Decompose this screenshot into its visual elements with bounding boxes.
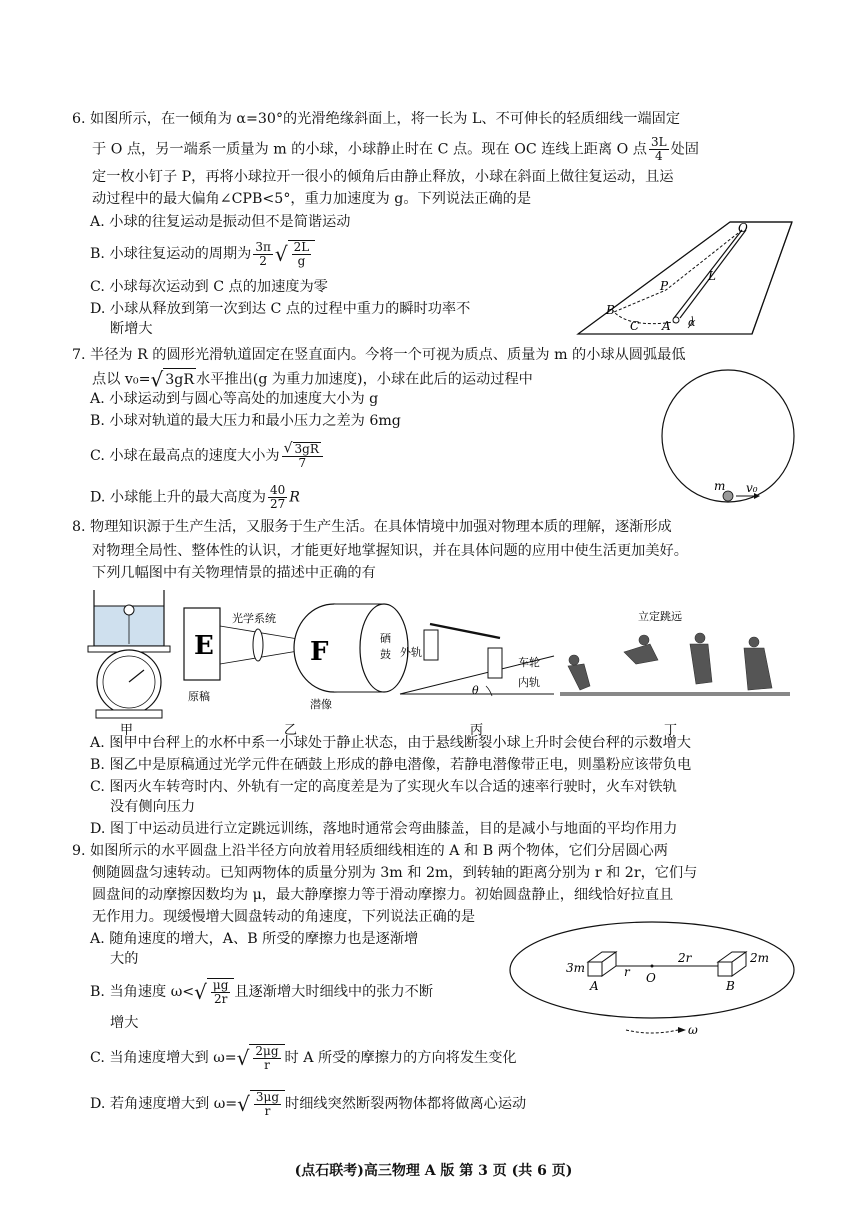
q9-option-b-text: B. 当角速度 ω< — [90, 984, 195, 1000]
q6-option-a: A. 小球的往复运动是振动但不是简谐运动 — [90, 214, 351, 230]
q8-fig-jia — [88, 590, 170, 736]
q9-label-omega: ω — [688, 1023, 698, 1036]
q9-option-c — [90, 1044, 517, 1072]
q6-label-l: L — [708, 269, 716, 283]
q8-label-latent: 潜像 — [310, 698, 332, 711]
q7-line-1: 7. 半径为 R 的圆形光滑轨道固定在竖直面内。今将一个可视为质点、质量为 m 的小球从圆弧最低 — [72, 347, 686, 363]
q7-option-d-text: D. 小球能上升的最大高度为 — [90, 489, 266, 506]
q9-label-2r: 2r — [678, 951, 692, 965]
q7-label-v0: v₀ — [746, 481, 758, 495]
q6-b-sqrt-den: g — [297, 254, 306, 268]
q7-v0-sqrt-body: 3gR — [163, 368, 196, 391]
q9-option-c-text: C. 当角速度增大到 ω= — [90, 1050, 237, 1066]
q8-label-drum1: 硒 — [380, 632, 391, 645]
q9-b-sqrt: √ $\frac{\mu g}{2r}$ — [194, 978, 234, 1006]
q8-label-original: 原稿 — [188, 690, 210, 703]
q6-option-b — [90, 240, 315, 268]
q9-option-b — [90, 978, 433, 1006]
q6-frac-den: 4 — [654, 149, 663, 163]
q9-label-3m: 3m — [566, 961, 586, 975]
q6-option-d-1: D. 小球从释放到第一次到达 C 点的过程中重力的瞬时功率不 — [90, 301, 471, 317]
q9-option-c-post: 时 A 所受的摩擦力的方向将发生变化 — [284, 1050, 517, 1066]
q8-fig-bing — [400, 624, 554, 736]
q9-d-den: r — [264, 1104, 271, 1118]
q8-label-ding: 丁 — [664, 723, 678, 736]
q7-c-den: 7 — [298, 456, 307, 470]
q8-label-yi: 乙 — [284, 723, 298, 736]
q9-option-d-text: D. 若角速度增大到 ω= — [90, 1096, 238, 1112]
q9-line-1: 9. 如图所示的水平圆盘上沿半径方向放着用轻质细线相连的 A 和 B 两个物体，它们分居圆心两 — [72, 843, 668, 859]
q7-option-c-text: C. 小球在最高点的速度大小为 — [90, 448, 280, 464]
q8-label-wheel: 车轮 — [518, 656, 540, 669]
q9-option-a-2: 大的 — [110, 951, 139, 967]
q9-line-2: 侧随圆盘匀速转动。已知两物体的质量分别为 3m 和 2m，到转轴的距离分别为 r 和 2r，它们与 — [92, 865, 698, 881]
q7-option-a: A. 小球运动到与圆心等高处的加速度大小为 g — [90, 391, 379, 407]
q7-option-c — [90, 442, 325, 470]
q9-option-a-1: A. 随角速度的增大，A、B 所受的摩擦力也是逐渐增 — [90, 931, 419, 947]
q9-c-num: 2μg — [255, 1044, 279, 1058]
q6-label-c: C — [630, 319, 640, 333]
q9-b-den: 2r — [213, 992, 228, 1006]
q6-b-sqrt-num: 2L — [293, 240, 310, 254]
q8-line-2: 对物理全局性、整体性的认识，才能更好地掌握知识，并在具体问题的应用中使生活更加美好。 — [92, 543, 688, 559]
q6-option-c: C. 小球每次运动到 C 点的加速度为零 — [90, 279, 328, 295]
q6-incline-figure — [570, 210, 800, 338]
q8-fig-ding — [560, 609, 790, 736]
q6-line-2b: 处固 — [670, 141, 699, 158]
q9-d-sqrt: √ $\frac{3\mu g}{r}$ — [237, 1090, 285, 1118]
q9-label-r: r — [624, 965, 630, 979]
q8-label-jump: 立定跳远 — [638, 610, 682, 623]
q8-option-a: A. 图甲中台秤上的水杯中系一小球处于静止状态，由于悬线断裂小球上升时会使台秤的示数增大 — [90, 735, 691, 751]
q9-option-b-post: 且逐渐增大时细线中的张力不断 — [234, 984, 434, 1000]
q7-circle-figure — [650, 368, 810, 508]
q8-label-theta: θ — [472, 684, 479, 697]
q7-line-2a: 点以 v₀= — [92, 371, 151, 388]
q7-d-post: R — [289, 489, 300, 506]
q9-c-den: r — [264, 1058, 270, 1072]
q7-label-m: m — [714, 479, 726, 493]
q9-d-num: 3μg — [255, 1090, 280, 1104]
q9-b-num: μg — [212, 978, 229, 992]
q6-label-alpha: α — [688, 316, 696, 329]
q9-option-b-2: 增大 — [110, 1015, 139, 1031]
q9-disc-figure — [506, 918, 806, 1036]
q6-line-2 — [92, 136, 699, 163]
q8-option-d: D. 图丁中运动员进行立定跳远训练，落地时通常会弯曲膝盖，目的是减小与地面的平均作用力 — [90, 821, 678, 837]
q8-label-drum2: 鼓 — [380, 648, 391, 661]
q8-line-1: 8. 物理知识源于生产生活，又服务于生产生活。在具体情境中加强对物理本质的理解，逐渐形成 — [72, 519, 672, 535]
q7-c-sqrt-body: 3gR — [294, 442, 319, 456]
q6-b-sqrt: √ $\frac{2L}{g}$ — [275, 240, 315, 268]
q6-frac-num: 3L — [650, 135, 667, 149]
q7-option-b: B. 小球对轨道的最大压力和最小压力之差为 6mg — [90, 413, 401, 429]
q9-label-2m: 2m — [750, 951, 770, 965]
q6-frac-3l4 — [649, 136, 669, 163]
q9-c-sqrt: √ $\frac{2\mu g}{r}$ — [237, 1044, 285, 1072]
q6-line-3: 定一枚小钉子 P，再将小球拉开一很小的倾角后由静止释放，小球在斜面上做往复运动，且运 — [92, 169, 674, 185]
q8-label-outer: 外轨 — [400, 646, 422, 659]
q6-b-frac-num: 3π — [255, 239, 271, 254]
q9-label-a: A — [590, 979, 599, 993]
q6-b-frac-den: 2 — [259, 253, 267, 268]
q7-c-frac: $\frac{√ 3gR}{7}$ — [282, 442, 323, 470]
q6-label-p: P — [660, 279, 669, 293]
q6-label-a: A — [662, 319, 671, 333]
q8-option-c-2: 没有侧向压力 — [110, 799, 196, 815]
svg-text:F: F — [310, 637, 329, 667]
q6-b-frac — [253, 241, 273, 268]
q7-d-frac — [268, 484, 287, 511]
q6-line-4: 动过程中的最大偏角∠CPB<5°，重力加速度为 g。下列说法正确的是 — [92, 191, 532, 207]
q7-d-num: 40 — [269, 483, 286, 497]
q6-line-1: 6. 如图所示，在一倾角为 α=30°的光滑绝缘斜面上，将一长为 L、不可伸长的轻质细线一端固定 — [72, 111, 681, 127]
q6-line-2a: 于 O 点，另一端系一质量为 m 的小球，小球静止时在 C 点。现在 OC 连线上距离 O 点 — [92, 141, 647, 158]
page-footer: (点石联考)高三物理 A 版 第 3 页 (共 6 页) — [294, 1163, 573, 1179]
q9-label-o: O — [646, 971, 656, 985]
q6-label-b: B — [606, 303, 615, 317]
q8-label-jia: 甲 — [120, 723, 134, 736]
q8-option-c-1: C. 图丙火车转弯时内、外轨有一定的高度差是为了实现火车以合适的速率行驶时，火车对铁轨 — [90, 779, 677, 795]
q8-label-bing: 丙 — [470, 723, 484, 736]
q8-label-inner: 内轨 — [518, 676, 540, 689]
q6-label-o: O — [738, 221, 748, 235]
q9-label-b: B — [726, 979, 735, 993]
q8-option-b: B. 图乙中是原稿通过光学元件在硒鼓上形成的静电潜像，若静电潜像带正电，则墨粉应该带负电 — [90, 757, 692, 773]
q8-label-optical: 光学系统 — [232, 612, 276, 625]
q8-fig-yi — [184, 604, 408, 736]
q8-line-3: 下列几幅图中有关物理情景的描述中正确的有 — [92, 565, 376, 581]
svg-text:E: E — [194, 631, 214, 661]
q6-option-b-text: B. 小球往复运动的周期为 — [90, 246, 252, 262]
q6-option-d-2: 断增大 — [110, 321, 153, 337]
q9-option-d — [90, 1090, 526, 1118]
q9-option-d-post: 时细线突然断裂两物体都将做离心运动 — [285, 1096, 527, 1112]
q9-line-4: 无作用力。现缓慢增大圆盘转动的角速度，下列说法正确的是 — [92, 909, 476, 925]
q7-d-den: 27 — [269, 497, 286, 511]
q7-v0-sqrt: √ 3gR — [150, 367, 195, 392]
q9-line-3: 圆盘间的动摩擦因数均为 μ，最大静摩擦力等于滑动摩擦力。初始圆盘静止，细线恰好拉直且 — [92, 887, 674, 903]
q7-option-d — [90, 484, 300, 511]
q8-figures — [84, 586, 804, 736]
q7-line-2b: 水平推出(g 为重力加速度)，小球在此后的运动过程中 — [196, 371, 533, 388]
